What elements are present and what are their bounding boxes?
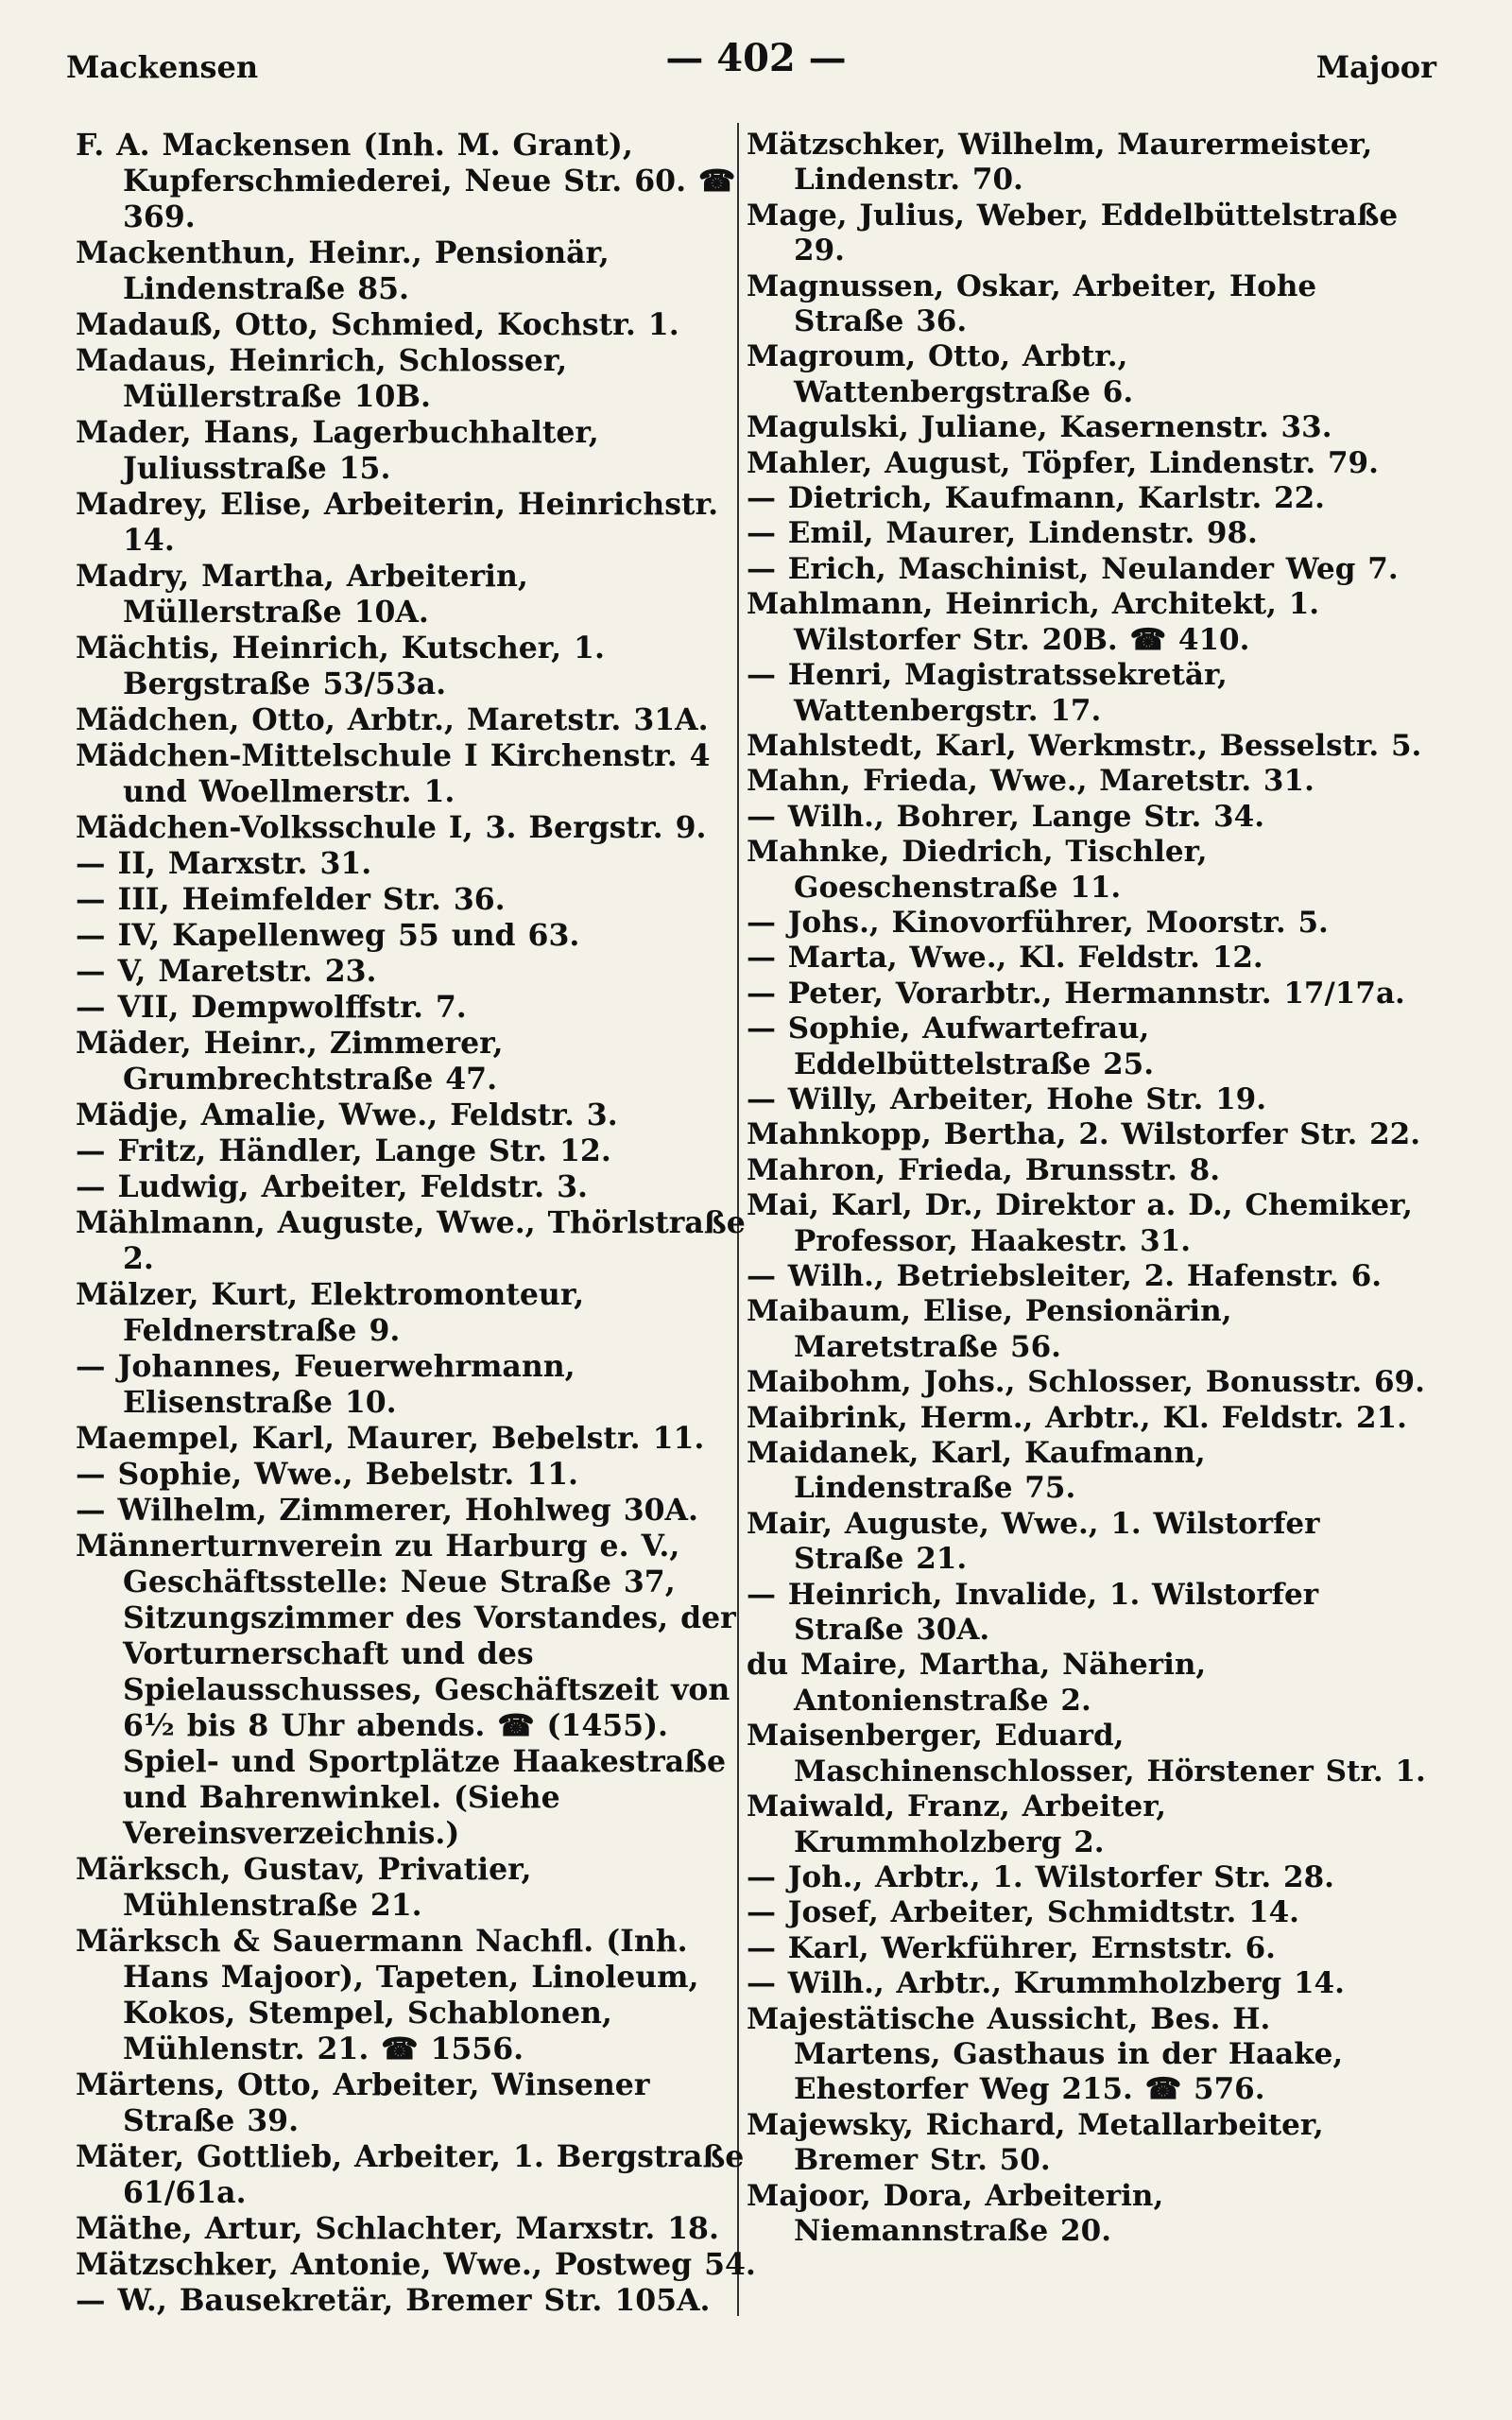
directory-entry: Majewsky, Richard, Metallarbeiter, Bremer Str. 50.	[747, 2107, 1324, 2178]
directory-entry: — Josef, Arbeiter, Schmidtstr. 14.	[747, 1895, 1299, 1930]
directory-entry: du Maire, Martha, Näherin, Antonienstraße 2.	[747, 1648, 1207, 1718]
page-number: — 402 —	[665, 36, 847, 80]
directory-entry: Madry, Martha, Arbeiterin, Müllerstraße 10A.	[76, 559, 528, 630]
directory-entry: Maidanek, Karl, Kaufmann, Lindenstraße 75.	[747, 1436, 1206, 1506]
directory-entry: Mahlstedt, Karl, Werkmstr., Besselstr. 5.	[747, 728, 1422, 763]
page-header	[0, 36, 1512, 93]
directory-entry: Mage, Julius, Weber, Eddelbüttelstraße 29.	[747, 198, 1399, 268]
directory-entry: Mächtis, Heinrich, Kutscher, 1. Bergstraße 53/53a.	[76, 631, 605, 701]
directory-entry: — Sophie, Aufwartefrau, Eddelbüttelstraße 25.	[747, 1011, 1155, 1081]
directory-entry: — Wilh., Betriebsleiter, 2. Hafenstr. 6.	[747, 1259, 1383, 1293]
header-last-entry: Majoor	[1315, 49, 1436, 85]
directory-entry: — Emil, Maurer, Lindenstr. 98.	[747, 516, 1258, 551]
directory-entry: Mackenthun, Heinr., Pensionär, Lindenstraße 85.	[76, 235, 610, 306]
directory-entry: Mäder, Heinr., Zimmerer, Grumbrechtstraße 47.	[76, 1026, 504, 1097]
directory-entry: — Marta, Wwe., Kl. Feldstr. 12.	[747, 941, 1263, 976]
directory-entry: — Peter, Vorarbtr., Hermannstr. 17/17a.	[747, 976, 1405, 1011]
directory-entry: Maiwald, Franz, Arbeiter, Krummholzberg 2.	[747, 1789, 1167, 1859]
header-first-entry: Mackensen	[66, 49, 259, 85]
directory-entry: Majestätische Aussicht, Bes. H. Martens, Gasthaus in der Haake, Ehestorfer Weg 215. ☎ 576.	[747, 2001, 1344, 2107]
directory-entry: Märksch, Gustav, Privatier, Mühlenstraße 21.	[76, 1852, 532, 1923]
directory-entry: Mahnke, Diedrich, Tischler, Goeschenstraße 11.	[747, 835, 1208, 905]
directory-entry: Mälzer, Kurt, Elektromonteur, Feldnerstraße 9.	[76, 1277, 585, 1348]
directory-entry: — Henri, Magistratssekretär, Wattenbergstr. 17.	[747, 658, 1228, 728]
directory-entry: Maempel, Karl, Maurer, Bebelstr. 11.	[76, 1421, 705, 1456]
directory-entry: — Ludwig, Arbeiter, Feldstr. 3.	[76, 1169, 588, 1204]
directory-entry: Madrey, Elise, Arbeiterin, Heinrichstr. 14.	[76, 487, 719, 558]
directory-entry: Magroum, Otto, Arbtr., Wattenbergstraße 6.	[747, 339, 1134, 409]
directory-entry: Männerturnverein zu Harburg e. V., Geschäftsstelle: Neue Straße 37, Sitzungszimmer des Vorstandes, der Vorturnerschaft und des Spielausschusses, Geschäftszeit von 6½ bis 8 Uhr abends. ☎ (1455). Spiel- und Sportplätze Haakestraße und Bahrenwinkel. (Siehe Vereinsverzeichnis.)	[76, 1529, 736, 1851]
directory-entry: Majoor, Dora, Arbeiterin, Niemannstraße 20.	[747, 2178, 1164, 2248]
directory-entry: — V, Maretstr. 23.	[76, 954, 377, 989]
directory-entry: — Willy, Arbeiter, Hohe Str. 19.	[747, 1081, 1267, 1116]
directory-entry: — Wilh., Bohrer, Lange Str. 34.	[747, 799, 1264, 834]
directory-entry: Madauß, Otto, Schmied, Kochstr. 1.	[76, 307, 679, 342]
directory-entry: Mählmann, Auguste, Wwe., Thörlstraße 2.	[76, 1205, 746, 1276]
directory-entry: Märtens, Otto, Arbeiter, Winsener Straße 39.	[76, 2067, 650, 2138]
directory-entry: Märksch & Sauermann Nachfl. (Inh. Hans Majoor), Tapeten, Linoleum, Kokos, Stempel, Schablonen, Mühlenstr. 21. ☎ 1556.	[76, 1924, 699, 2066]
directory-entry: — Johs., Kinovorführer, Moorstr. 5.	[747, 905, 1329, 940]
directory-entry: — II, Marxstr. 31.	[76, 846, 372, 881]
directory-entry: — W., Bausekretär, Bremer Str. 105A.	[76, 2283, 711, 2318]
directory-entry: Mädje, Amalie, Wwe., Feldstr. 3.	[76, 1098, 618, 1132]
directory-entry: Mader, Hans, Lagerbuchhalter, Juliusstraße 15.	[76, 415, 599, 486]
directory-entry: — Joh., Arbtr., 1. Wilstorfer Str. 28.	[747, 1859, 1334, 1894]
directory-entry: Mai, Karl, Dr., Direktor a. D., Chemiker, Professor, Haakestr. 31.	[747, 1188, 1413, 1258]
directory-entry: Mädchen-Volksschule I, 3. Bergstr. 9.	[76, 810, 707, 845]
directory-entry: — Heinrich, Invalide, 1. Wilstorfer Straße 30A.	[747, 1577, 1319, 1648]
directory-entry: — Wilh., Arbtr., Krummholzberg 14.	[747, 1966, 1345, 2001]
directory-entry: Mädchen-Mittelschule I Kirchenstr. 4 und Woellmerstr. 1.	[76, 738, 711, 809]
directory-entry: Madaus, Heinrich, Schlosser, Müllerstraße 10B.	[76, 343, 568, 414]
directory-entry: Mahn, Frieda, Wwe., Maretstr. 31.	[747, 764, 1314, 799]
directory-entry: Mäter, Gottlieb, Arbeiter, 1. Bergstraße 61/61a.	[76, 2139, 745, 2210]
directory-entry: — Karl, Werkführer, Ernststr. 6.	[747, 1930, 1276, 1965]
directory-entry: — Sophie, Wwe., Bebelstr. 11.	[76, 1457, 578, 1492]
directory-entry: — Wilhelm, Zimmerer, Hohlweg 30A.	[76, 1493, 698, 1528]
directory-entry: — VII, Dempwolffstr. 7.	[76, 990, 467, 1025]
directory-entry: Mädchen, Otto, Arbtr., Maretstr. 31A.	[76, 702, 709, 737]
right-column	[747, 128, 1427, 2249]
directory-entry: Magnussen, Oskar, Arbeiter, Hohe Straße 36.	[747, 268, 1317, 339]
directory-entry: Maisenberger, Eduard, Maschinenschlosser, Hörstener Str. 1.	[747, 1719, 1426, 1789]
directory-entry: — Erich, Maschinist, Neulander Weg 7.	[747, 551, 1399, 586]
directory-entry: — Johannes, Feuerwehrmann, Elisenstraße 10.	[76, 1349, 576, 1420]
directory-entry: — Dietrich, Kaufmann, Karlstr. 22.	[747, 481, 1325, 516]
directory-entry: Mäthe, Artur, Schlachter, Marxstr. 18.	[76, 2211, 719, 2246]
left-column	[76, 128, 756, 2319]
directory-entry: Maibohm, Johs., Schlosser, Bonusstr. 69.	[747, 1365, 1425, 1400]
directory-entry: — III, Heimfelder Str. 36.	[76, 882, 506, 917]
directory-entry: Magulski, Juliane, Kasernenstr. 33.	[747, 410, 1332, 445]
directory-entry: Mätzschker, Wilhelm, Maurermeister, Lindenstr. 70.	[747, 128, 1373, 198]
directory-entry: Mahler, August, Töpfer, Lindenstr. 79.	[747, 445, 1379, 480]
directory-entry: Mätzschker, Antonie, Wwe., Postweg 54.	[76, 2247, 756, 2282]
directory-entry: — Fritz, Händler, Lange Str. 12.	[76, 1133, 611, 1168]
directory-entry: F. A. Mackensen (Inh. M. Grant), Kupferschmiederei, Neue Str. 60. ☎ 369.	[76, 128, 736, 234]
directory-entry: Mahron, Frieda, Brunsstr. 8.	[747, 1152, 1220, 1187]
directory-entry: Maibrink, Herm., Arbtr., Kl. Feldstr. 21.	[747, 1400, 1407, 1435]
directory-entry: Maibaum, Elise, Pensionärin, Maretstraße 56.	[747, 1294, 1232, 1364]
directory-entry: Mair, Auguste, Wwe., 1. Wilstorfer Straße 21.	[747, 1506, 1320, 1577]
directory-entry: Mahnkopp, Bertha, 2. Wilstorfer Str. 22.	[747, 1117, 1421, 1152]
directory-entry: — IV, Kapellenweg 55 und 63.	[76, 918, 580, 953]
directory-entry: Mahlmann, Heinrich, Architekt, 1. Wilstorfer Str. 20B. ☎ 410.	[747, 587, 1320, 657]
